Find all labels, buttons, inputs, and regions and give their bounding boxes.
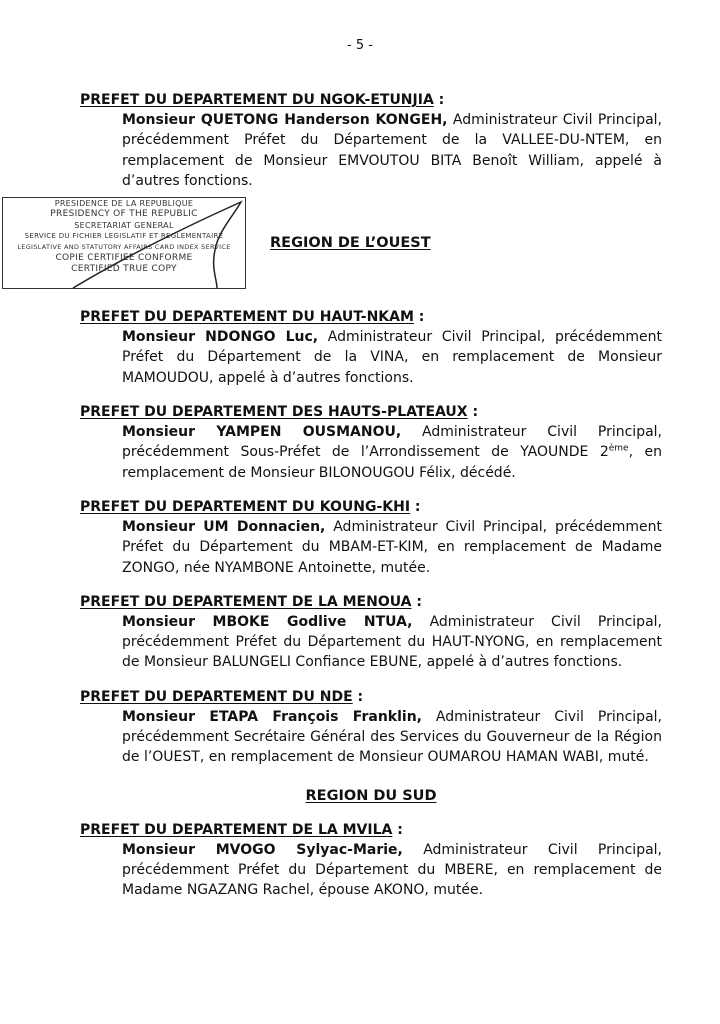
colon: : — [410, 498, 421, 515]
section-heading: PREFET DU DEPARTEMENT DU NGOK-ETUNJIA — [80, 92, 434, 108]
stamp-and-region-row — [2, 197, 662, 293]
stamp-line: PRESIDENCY OF THE REPUBLIC — [50, 209, 198, 220]
page-number: - 5 - — [347, 38, 373, 53]
appointment-text: Administrateur Civil Principal, précédemment Préfet du Département de la VINA, en remplacement de Monsieur MAMOUDOU, appelé à d’autres fonctions. — [122, 329, 662, 386]
stamp-line: LEGISLATIVE AND STATUTORY AFFAIRS CARD INDEX SERVICE — [17, 243, 231, 252]
colon: : — [413, 309, 425, 326]
stamp-line: PRESIDENCE DE LA REPUBLIQUE — [54, 199, 194, 209]
appointment-text: Administrateur Civil Principal, précédemment Préfet du Département du MBERE, en remplacement de Madame NGAZANG Rachel, épouse AKONO, mutée. — [122, 841, 663, 899]
section-heading: PREFET DU DEPARTEMENT DU HAUT-NKAM — [80, 309, 414, 326]
appointee-name: Monsieur MBOKE Godlive NTUA, — [122, 613, 413, 630]
section-nde — [80, 687, 662, 768]
superscript: ème — [608, 443, 629, 454]
signature-icon — [3, 198, 247, 290]
section-mvila — [80, 820, 662, 901]
appointee-name: Monsieur YAMPEN OUSMANOU, — [122, 424, 402, 441]
stamp-line: SERVICE DU FICHIER LEGISLATIF ET REGLEMENTAIRE — [24, 232, 224, 241]
section-menoua — [80, 592, 662, 673]
section-heading: PREFET DU DEPARTEMENT DE LA MENOUA — [80, 593, 412, 610]
stamp-line: CERTIFIED TRUE COPY — [71, 264, 177, 275]
section-koung-khi — [80, 497, 662, 578]
certified-copy-stamp — [2, 197, 246, 289]
section-hauts-plateaux — [80, 402, 662, 483]
appointee-name: Monsieur QUETONG Handerson KONGEH, — [122, 112, 448, 128]
section-haut-nkam — [80, 307, 662, 388]
appointee-name: Monsieur MVOGO Sylyac-Marie, — [122, 841, 403, 858]
appointment-text: Administrateur Civil Principal, précédemment Sous-Préfet de l’Arrondissement de YAOUNDE 2 — [122, 424, 662, 461]
section-heading: PREFET DU DEPARTEMENT DU KOUNG-KHI — [80, 498, 411, 515]
section-ngok-etunjia — [80, 90, 662, 191]
appointment-text: Administrateur Civil Principal, précédemment Préfet du Département de la VALLEE-DU-NTEM, en remplacement de Monsieur EMVOUTOU BITA Benoît William, appelé à d’autres fonctions. — [122, 112, 663, 189]
appointment-text: Administrateur Civil Principal, précédemment Préfet du Département du HAUT-NYONG, en remplacement de Monsieur BALUNGELI Confiance EBUNE, appelé à d’autres fonctions. — [122, 613, 662, 671]
appointee-name: Monsieur ETAPA François Franklin, — [122, 708, 422, 725]
appointee-name: Monsieur NDONGO Luc, — [122, 329, 319, 346]
appointment-text: Administrateur Civil Principal, précédemment Préfet du Département du MBAM-ET-KIM, en remplacement de Madame ZONGO, née NYAMBONE Antoinette, mutée. — [122, 518, 662, 576]
colon: : — [467, 404, 479, 421]
stamp-line: COPIE CERTIFIEE CONFORME — [55, 253, 193, 264]
region-heading-sud: REGION DU SUD — [305, 787, 437, 804]
region-heading-ouest: REGION DE L’OUEST — [270, 235, 431, 252]
colon: : — [392, 821, 403, 838]
section-heading: PREFET DU DEPARTEMENT DES HAUTS-PLATEAUX — [80, 404, 468, 421]
appointee-name: Monsieur UM Donnacien, — [122, 518, 326, 535]
section-heading: PREFET DU DEPARTEMENT DU NDE — [80, 688, 353, 705]
appointment-text: Administrateur Civil Principal, précédemment Secrétaire Général des Services du Gouverneur de la Région de l’OUEST, en remplacement de Monsieur OUMAROU HAMAN WABI, muté. — [122, 708, 662, 766]
section-heading: PREFET DU DEPARTEMENT DE LA MVILA — [80, 821, 393, 838]
colon: : — [352, 688, 364, 705]
stamp-line: SECRETARIAT GENERAL — [74, 221, 174, 231]
appointment-text-cont: , en remplacement de Monsieur BILONOUGOU Félix, décédé. — [122, 444, 662, 481]
colon: : — [433, 92, 445, 108]
colon: : — [411, 593, 422, 610]
